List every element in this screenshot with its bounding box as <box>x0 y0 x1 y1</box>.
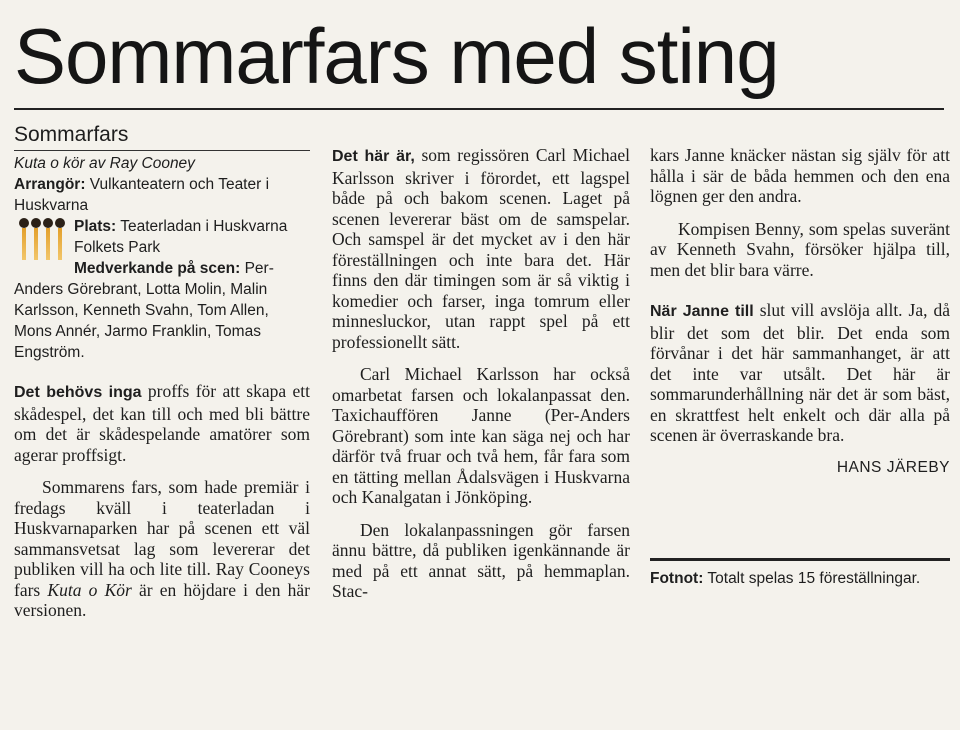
footnote <box>650 569 950 589</box>
col3-p3-text: slut vill avslöja allt. Ja, då blir det som det blir. Det enda som förvånar i det här sammanhanget, är att det inte var utsålt. Det här är sommarunderhållning när det är som bäst, en skrattfest helt enkelt och där alla på scenen är överraskande bra. <box>650 300 950 445</box>
footnote-rule <box>650 558 950 561</box>
col2-paragraph-2: Carl Michael Karlsson har också omarbetat farsen och lokalanpassat den. Taxichauffören Janne (Per-Anders Görebrant) som inte kan säga nej och har därför två fruar och två hem, får fara som en tätting mellan Ådalsvägen i Huskvarna och Kanalgatan i Jönköping. <box>332 364 630 507</box>
byline: HANS JÄREBY <box>836 458 950 476</box>
glass-icon <box>43 218 53 262</box>
column-1 <box>14 120 310 633</box>
infobox <box>14 153 310 363</box>
infobox-organizer <box>14 174 310 216</box>
col3-paragraph-2: Kompisen Benny, som spelas suveränt av Kenneth Svahn, försöker hjälpa till, men det blir bara värre. <box>650 218 950 280</box>
infobox-place <box>14 216 310 258</box>
place-value: Teaterladan i Huskvarna Folkets Park <box>74 218 288 256</box>
headline: Sommarfars med sting <box>14 12 779 100</box>
col1-p2-text: Sommarens fars, som hade premiär i fredags kväll i teaterladan i Huskvarnaparken har på scenen ett väl sammansvetsat lag som levererar det publiken vill ha och lite till. Ray Cooneys fars <box>14 477 310 600</box>
col2-paragraph-3: Den lokalanpassningen gör farsen ännu bättre, då publiken igenkännande är med på ett annat sätt, på hemmaplan. Stac- <box>332 519 630 601</box>
organizer-value: Vulkanteatern och Teater i Huskvarna <box>14 176 270 214</box>
col2-lead: Det här är, <box>332 148 415 165</box>
col3-paragraph-1: kars Janne knäcker nästan sig själv för att hålla i sär de båda hemmen och den ena lögnen ger den andra. <box>650 145 950 206</box>
organizer-label: Arrangör: <box>14 176 86 193</box>
footnote-text: Totalt spelas 15 föreställningar. <box>703 570 921 587</box>
col3-lead: När Janne till <box>650 303 754 320</box>
column-3 <box>650 145 950 589</box>
col2-p1-text: som regissören Carl Michael Karlsson skriver i förordet, ett lagspel både på och bakom scenen. Laget på scenen levererar bäst om de samspelar. Och samspel är det mycket av i den här föreställningen och inte bara det. Här finns den där timingen som är så viktig i komedier och farser, inga tomrum eller minnesluckor, utan rappt spel på ett professionellt sätt. <box>332 145 631 352</box>
col1-lead: Det behövs inga <box>14 384 142 401</box>
play-title: Kuta o Kör <box>47 579 132 600</box>
cast-value: Per-Anders Görebrant, Lotta Molin, Malin Karlsson, Kenneth Svahn, Tom Allen, Mons Annér, Jarmo Franklin, Tomas Engström. <box>14 260 274 361</box>
infobox-title: Sommarfars <box>14 122 310 151</box>
glass-icon <box>19 218 29 262</box>
infobox-cast <box>14 258 310 363</box>
col1-paragraph-1 <box>14 381 310 465</box>
col1-paragraph-2 <box>14 477 310 621</box>
place-label: Plats: <box>74 218 117 235</box>
footnote-label: Fotnot: <box>650 570 704 587</box>
col1-p1-text: proffs för att skapa ett skådespel, det kan till och med bli bättre om det är skådespelande amatörer som agerar proffsigt. <box>14 381 310 465</box>
column-2 <box>332 145 630 614</box>
col1-p2-text-end: är en höjdare i den här versionen. <box>14 579 310 620</box>
glass-icon <box>55 218 65 262</box>
infobox-subtitle: Kuta o kör av Ray Cooney <box>14 155 195 172</box>
cast-label: Medverkande på scen: <box>74 260 241 277</box>
rating <box>19 218 65 262</box>
col2-paragraph-1 <box>332 145 630 352</box>
glass-icon <box>31 218 41 262</box>
col3-paragraph-3 <box>650 300 950 446</box>
headline-rule <box>14 108 944 110</box>
